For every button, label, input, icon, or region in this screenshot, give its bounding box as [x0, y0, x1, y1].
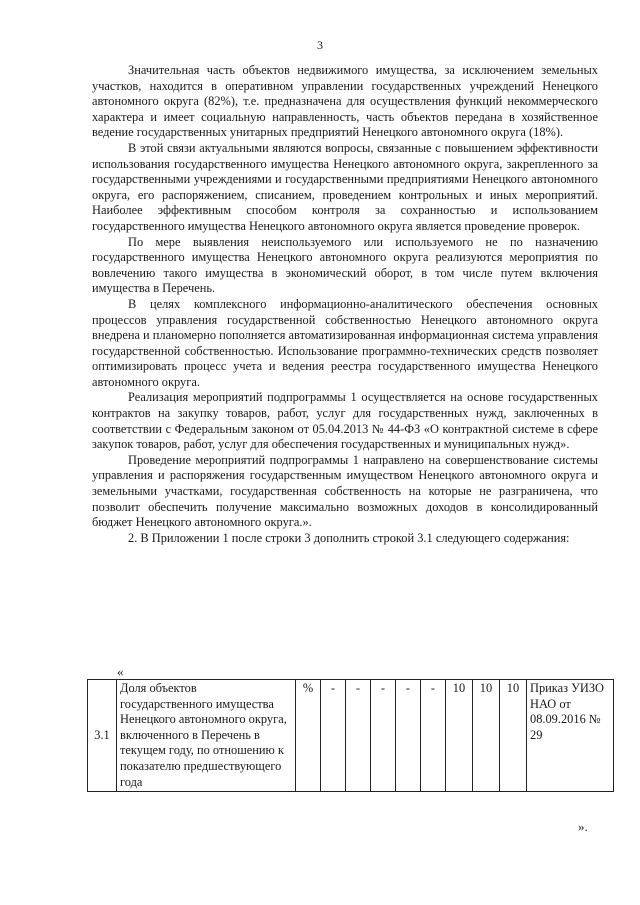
value-cell: - — [421, 680, 446, 792]
value-cell: 10 — [473, 680, 500, 792]
unit-cell: % — [296, 680, 321, 792]
page-number: 3 — [317, 38, 323, 52]
value-cell: - — [346, 680, 371, 792]
paragraph-property-structure: Значительная часть объектов недвижимого имущества, за исключением земельных участков, находится в оперативном управлении государственных учреждений Ненецкого автономного округа (82%), т.е. предназначена для осуществления функций некоммерческого характера и имеет социальную направленность, часть объектов передана в хозяйственное ведение государственных унитарных предприятий Ненецкого автономного округа (18%). — [92, 63, 598, 140]
opening-quote: « — [117, 664, 124, 679]
table-row — [88, 680, 614, 792]
value-cell: - — [321, 680, 346, 792]
paragraph-amendment-instruction: 2. В Приложении 1 после строки 3 дополнить строкой 3.1 следующего содержания: — [128, 530, 570, 545]
paragraph-efficiency-issues: В этой связи актуальными являются вопросы, связанные с повышением эффективности использования государственного имущества Ненецкого автономного округа, закрепленного за государственными учреждениями и государственными предприятиями Ненецкого автономного округа, его распоряжением, списанием, проведением контрольных и иных мероприятий. Наиболее эффективным способом контроля за сохранностью и использованием государственного имущества Ненецкого автономного округа является проведение проверок. — [92, 140, 598, 233]
closing-quote: ». — [578, 819, 588, 834]
amendment-table — [87, 679, 614, 792]
paragraph-subprogram-goal: Проведение мероприятий подпрограммы 1 направлено на совершенствование системы управления и распоряжения государственным имуществом Ненецкого автономного округа и земельными участками, государственная собственность на которые не разграничена, что позволит обеспечить получение максимально возможных доходов в консолидированный бюджет Ненецкого автономного округа.». — [92, 452, 598, 530]
row-number: 3.1 — [88, 680, 117, 792]
value-cell: 10 — [500, 680, 527, 792]
paragraph-information-system: В целях комплексного информационно-аналитического обеспечения основных процессов управления государственной собственностью Ненецкого автономного округа внедрена и планомерно пополняется автоматизированная информационная система управления государственной собственностью. Использование программно-технических средств позволяет оптимизировать процесс учета и ведения реестра государственного имущества Ненецкого автономного округа. — [92, 296, 598, 389]
indicator-name: Доля объектов государственного имущества Ненецкого автономного округа, включенного в Перечень в текущем году, по отношению к показателю предшествующего года — [117, 680, 296, 792]
value-cell: 10 — [446, 680, 473, 792]
paragraph-contracts: Реализация мероприятий подпрограммы 1 осуществляется на основе государственных контрактов на закупку товаров, работ, услуг для государственных нужд, заключенных в соответствии с Федеральным законом от 05.04.2013 № 44-ФЗ «О контрактной системе в сфере закупок товаров, работ, услуг для обеспечения государственных и муниципальных нужд». — [92, 390, 598, 452]
value-cell: - — [371, 680, 396, 792]
value-cell: - — [396, 680, 421, 792]
paragraph-unused-property: По мере выявления неиспользуемого или используемого не по назначению государственного имущества Ненецкого автономного округа реализуются мероприятия по вовлечению такого имущества в экономический оборот, в том числе путем включения имущества в Перечень. — [92, 234, 598, 296]
basis-document: Приказ УИЗО НАО от 08.09.2016 № 29 — [527, 680, 614, 792]
document-body — [92, 63, 598, 546]
